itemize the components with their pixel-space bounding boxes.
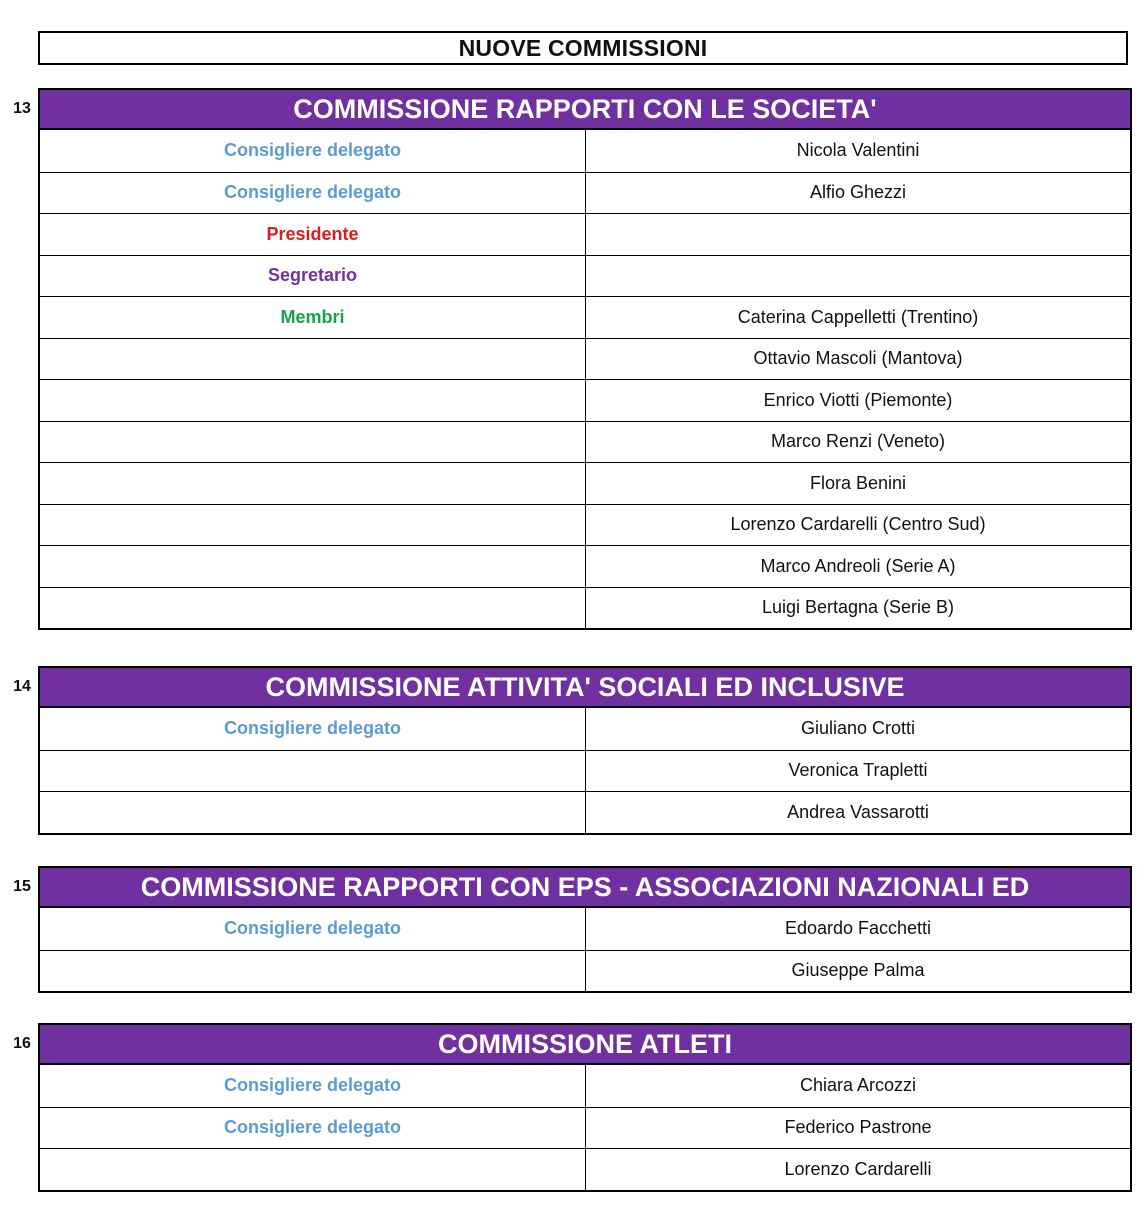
role-cell: Membri xyxy=(40,297,586,338)
section-number: 16 xyxy=(13,1035,31,1052)
member-name-cell: Giuliano Crotti xyxy=(800,718,916,739)
section-title: COMMISSIONE ATTIVITA' SOCIALI ED INCLUSIVE xyxy=(40,668,1130,708)
section-number: 13 xyxy=(13,100,31,117)
member-name-cell: Ottavio Mascoli (Mantova) xyxy=(753,348,963,369)
member-name-cell: Marco Renzi (Veneto) xyxy=(770,431,946,452)
role-cell: Consigliere delegato xyxy=(40,908,586,950)
member-name-cell: Lorenzo Cardarelli (Centro Sud) xyxy=(730,514,986,535)
role-cell: Consigliere delegato xyxy=(40,173,586,214)
table-row xyxy=(40,172,1130,214)
member-name-cell: Veronica Trapletti xyxy=(788,760,928,781)
member-name-cell xyxy=(586,256,1130,297)
table-row xyxy=(40,504,1130,546)
role-cell xyxy=(40,463,586,504)
table-row xyxy=(40,545,1130,587)
table-row xyxy=(40,379,1130,421)
table-row xyxy=(40,750,1130,792)
role-cell: Consigliere delegato xyxy=(40,708,586,750)
member-name-cell: Andrea Vassarotti xyxy=(787,801,929,822)
table-row xyxy=(40,587,1130,629)
role-cell: Consigliere delegato xyxy=(40,1065,586,1107)
commission-section xyxy=(13,666,1132,835)
table-row xyxy=(40,421,1130,463)
member-name-cell: Federico Pastrone xyxy=(784,1117,932,1138)
table-row xyxy=(40,255,1130,297)
table-body xyxy=(40,1065,1130,1190)
role-cell xyxy=(40,546,586,587)
table-body xyxy=(40,708,1130,833)
commission-table xyxy=(38,866,1132,993)
table-row xyxy=(40,791,1130,833)
role-cell xyxy=(40,380,586,421)
member-name-cell: Chiara Arcozzi xyxy=(799,1075,917,1096)
role-cell: Presidente xyxy=(40,214,586,255)
member-name-cell: Nicola Valentini xyxy=(796,140,920,161)
table-row xyxy=(40,213,1130,255)
table-row xyxy=(40,296,1130,338)
role-cell xyxy=(40,588,586,629)
role-cell xyxy=(40,339,586,380)
table-row xyxy=(40,462,1130,504)
section-title: COMMISSIONE ATLETI xyxy=(40,1025,1130,1065)
commission-table xyxy=(38,88,1132,630)
role-cell xyxy=(40,951,586,992)
role-cell xyxy=(40,422,586,463)
section-title: COMMISSIONE RAPPORTI CON EPS - ASSOCIAZIONI NAZIONALI ED xyxy=(40,868,1130,908)
table-row xyxy=(40,1065,1130,1107)
commission-section xyxy=(13,1023,1132,1192)
table-row xyxy=(40,908,1130,950)
member-name-cell: Flora Benini xyxy=(809,472,907,493)
commission-section xyxy=(13,866,1132,993)
table-row xyxy=(40,708,1130,750)
role-cell xyxy=(40,792,586,833)
section-number: 14 xyxy=(13,678,31,695)
page-title: NUOVE COMMISSIONI xyxy=(38,31,1128,65)
member-name-cell: Giuseppe Palma xyxy=(791,960,925,981)
section-number: 15 xyxy=(13,878,31,895)
member-name-cell: Marco Andreoli (Serie A) xyxy=(760,555,956,576)
table-row xyxy=(40,130,1130,172)
commission-section xyxy=(13,88,1132,630)
role-cell: Segretario xyxy=(40,256,586,297)
role-cell xyxy=(40,751,586,792)
role-cell xyxy=(40,1149,586,1190)
role-cell: Consigliere delegato xyxy=(40,130,586,172)
role-cell: Consigliere delegato xyxy=(40,1108,586,1149)
member-name-cell xyxy=(586,214,1130,255)
member-name-cell: Lorenzo Cardarelli xyxy=(784,1158,932,1179)
commission-table xyxy=(38,1023,1132,1192)
role-cell xyxy=(40,505,586,546)
table-row xyxy=(40,338,1130,380)
member-name-cell: Alfio Ghezzi xyxy=(809,182,907,203)
table-body xyxy=(40,908,1130,991)
member-name-cell: Caterina Cappelletti (Trentino) xyxy=(737,306,979,327)
member-name-cell: Enrico Viotti (Piemonte) xyxy=(763,389,953,410)
commission-table xyxy=(38,666,1132,835)
table-row xyxy=(40,1107,1130,1149)
table-row xyxy=(40,950,1130,992)
member-name-cell: Luigi Bertagna (Serie B) xyxy=(761,597,955,618)
table-body xyxy=(40,130,1130,628)
table-row xyxy=(40,1148,1130,1190)
section-title: COMMISSIONE RAPPORTI CON LE SOCIETA' xyxy=(40,90,1130,130)
member-name-cell: Edoardo Facchetti xyxy=(784,918,932,939)
